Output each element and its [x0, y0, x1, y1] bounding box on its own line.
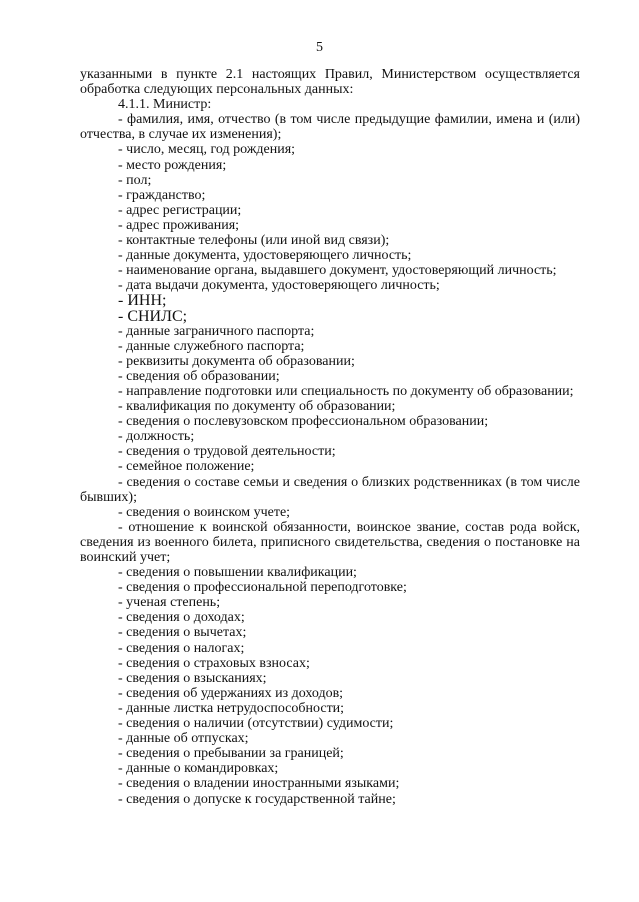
list-item: - сведения о пребывании за границей; [118, 746, 344, 762]
list-item: - сведения о вычетах; [118, 625, 247, 641]
list-item: - сведения о страховых взносах; [118, 655, 310, 671]
list-item: - сведения о составе семьи и сведения о близких родственниках (в том числе бывших); [80, 474, 580, 505]
list-item: - сведения об образовании; [118, 368, 280, 384]
list-item: - направление подготовки или специальность по документу об образовании; [118, 383, 574, 399]
list-item: - адрес регистрации; [118, 202, 242, 218]
list-item: - гражданство; [118, 187, 206, 203]
list-item: - сведения о доходах; [118, 610, 245, 626]
list-item: - сведения о владении иностранными языками; [118, 776, 400, 792]
document-body [80, 67, 580, 807]
list-item: - данные документа, удостоверяющего личность; [118, 248, 412, 264]
list-item: - контактные телефоны (или иной вид связи); [118, 233, 390, 249]
list-item: - место рождения; [118, 157, 227, 173]
list-item: - данные листка нетрудоспособности; [118, 700, 345, 716]
list-item: - сведения о наличии (отсутствии) судимости; [118, 716, 394, 732]
list-item: - фамилия, имя, отчество (в том числе предыдущие фамилии, имена и (или) отчества, в случае их изменения); [80, 112, 580, 143]
list-item: - пол; [118, 172, 152, 188]
list-item: - дата выдачи документа, удостоверяющего личность; [118, 278, 440, 294]
list-item: - сведения о послевузовском профессиональном образовании; [118, 414, 489, 430]
list-item: - реквизиты документа об образовании; [118, 353, 355, 369]
list-item: - квалификация по документу об образовании; [118, 399, 396, 415]
list-item: - данные об отпусках; [118, 731, 249, 747]
list-item: - данные заграничного паспорта; [118, 323, 315, 339]
list-item: - данные о командировках; [118, 761, 279, 777]
list-item: - число, месяц, год рождения; [118, 142, 296, 158]
list-item: - должность; [118, 429, 195, 445]
list-item: - ученая степень; [118, 595, 221, 611]
page-number: 5 [316, 40, 323, 55]
list-item: - данные служебного паспорта; [118, 338, 305, 354]
list-item: - сведения об удержаниях из доходов; [118, 685, 344, 701]
list-item: - сведения о повышении квалификации; [118, 565, 357, 581]
list-item: - сведения о допуске к государственной тайне; [118, 791, 396, 807]
list-item: - отношение к воинской обязанности, воинское звание, состав рода войск, сведения из военного билета, приписного свидетельства, сведения о постановке на воинский учет; [80, 519, 580, 565]
intro-paragraph: указанными в пункте 2.1 настоящих Правил, Министерством осуществляется обработка следующих персональных данных: [80, 67, 580, 98]
list-item: - адрес проживания; [118, 217, 240, 233]
list-item: - сведения о налогах; [118, 640, 245, 656]
list-item: - сведения о профессиональной переподготовке; [118, 580, 407, 596]
list-item: - семейное положение; [118, 459, 255, 475]
list-item: - ИНН; [118, 292, 167, 310]
list-item: - сведения о воинском учете; [118, 504, 291, 520]
section-heading: 4.1.1. Министр: [118, 97, 212, 113]
list-item: - наименование органа, выдавшего документ, удостоверяющий личность; [118, 263, 557, 279]
list-item: - СНИЛС; [118, 307, 188, 325]
list-item: - сведения о трудовой деятельности; [118, 444, 336, 460]
list-item: - сведения о взысканиях; [118, 670, 267, 686]
